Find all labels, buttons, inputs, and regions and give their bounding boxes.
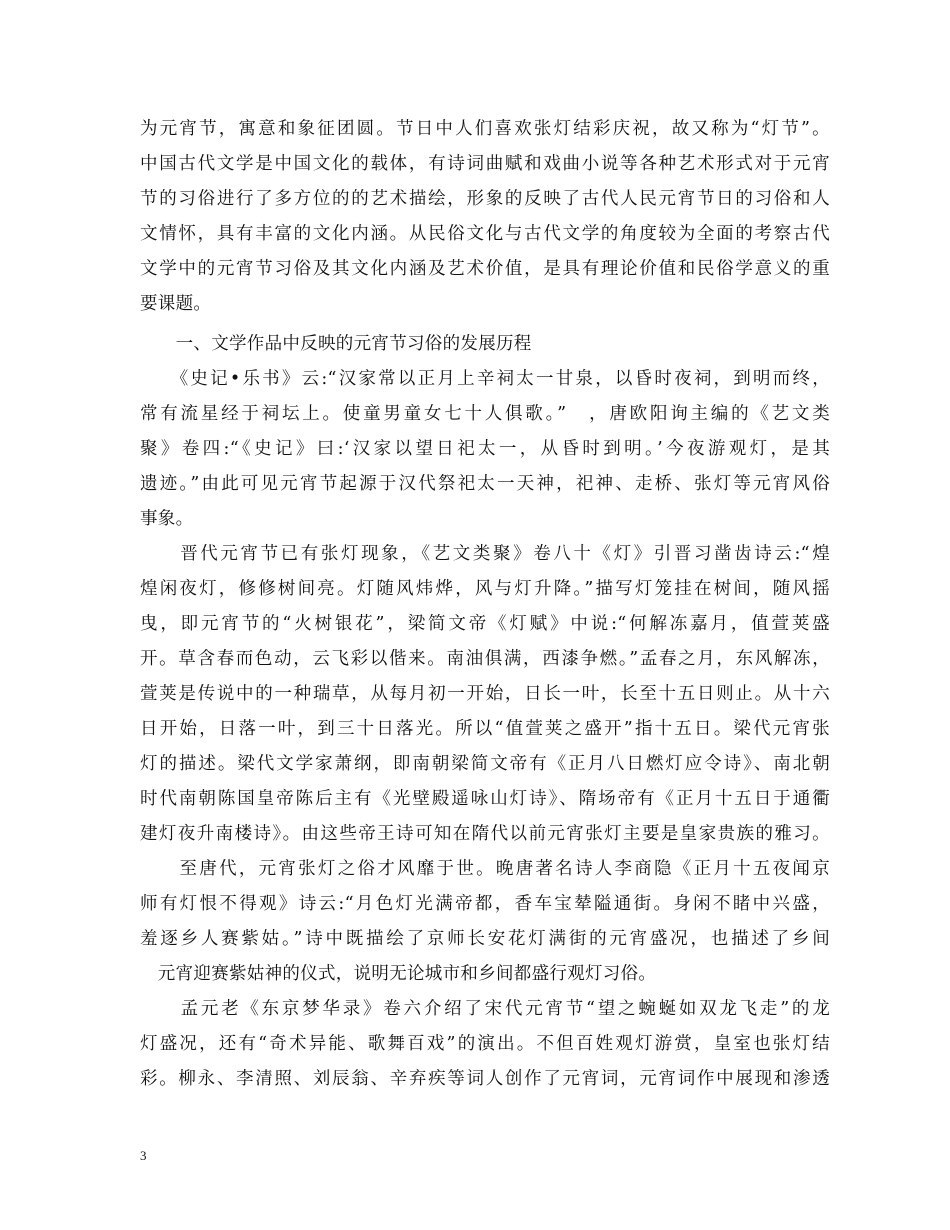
text-line: 日开始，日落一叶，到三十日落光。所以“值萱荚之盛开”指十五日。梁代元宵张 xyxy=(140,719,830,739)
text-line: 聚》卷四:“《史记》曰:‘汉家以望日祀太一，从昏时到明。’今夜游观灯，是其 xyxy=(140,439,830,459)
text-line: 事象。 xyxy=(140,509,194,529)
text-line: 灯盛况，还有“奇术异能、歌舞百戏”的演出。不但百姓观灯游赏，皇室也张灯结 xyxy=(140,1034,830,1054)
text-line: 元宵迎赛紫姑神的仪式，说明无论城市和乡间都盛行观灯习俗。 xyxy=(140,964,657,984)
text-line: 开。草含春而色动，云飞彩以偕来。南油俱满，西漆争燃。”孟春之月，东风解冻， xyxy=(140,649,830,669)
paragraph-shiji xyxy=(140,362,830,537)
text-line: 建灯夜升南楼诗》。由这些帝王诗可知在隋代以前元宵张灯主要是皇家贵族的雅习。 xyxy=(140,824,830,844)
text-line: 文情怀，具有丰富的文化内涵。从民俗文化与古代文学的角度较为全面的考察古代 xyxy=(140,224,830,244)
section-heading xyxy=(140,327,830,362)
text-line: 遗迹。”由此可见元宵节起源于汉代祭祀太一天神，祀神、走桥、张灯等元宵风俗 xyxy=(140,474,830,494)
text-line: 曳，即元宵节的“火树银花”，梁简文帝《灯赋》中说:“何解冻嘉月，值萱荚盛 xyxy=(140,614,830,634)
text-line: 时代南朝陈国皇帝陈后主有《光壁殿遥咏山灯诗》、隋场帝有《正月十五日于通衢 xyxy=(140,789,830,809)
paragraph-intro xyxy=(140,112,830,322)
text-line: 要课题。 xyxy=(140,294,212,314)
text-line: 羞逐乡人赛紫姑。”诗中既描绘了京师长安花灯满街的元宵盛况，也描述了乡间 xyxy=(140,929,830,949)
text-line: 常有流星经于祠坛上。使童男童女七十人俱歌。” ，唐欧阳询主编的《艺文类 xyxy=(140,404,830,424)
text-line: 《史记•乐书》云:“汉家常以正月上辛祠太一甘泉，以昏时夜祠，到明而终， xyxy=(140,369,830,389)
page-number: 3 xyxy=(140,1148,147,1163)
text-line: 节的习俗进行了多方位的的艺术描绘，形象的反映了古代人民元宵节日的习俗和人 xyxy=(140,189,830,209)
text-line: 晋代元宵节已有张灯现象，《艺文类聚》卷八十《灯》引晋习凿齿诗云:“煌 xyxy=(140,544,830,564)
text-line: 孟元老《东京梦华录》卷六介绍了宋代元宵节“望之蜿蜒如双龙飞走”的龙 xyxy=(140,999,830,1019)
paragraph-jin xyxy=(140,537,830,852)
text-line: 中国古代文学是中国文化的载体，有诗词曲赋和戏曲小说等各种艺术形式对于元宵 xyxy=(140,154,830,174)
paragraph-tang xyxy=(140,852,830,992)
text-line: 至唐代，元宵张灯之俗才风靡于世。晚唐著名诗人李商隐《正月十五夜闻京 xyxy=(140,859,830,879)
text-line: 师有灯恨不得观》诗云:“月色灯光满帝都，香车宝辇隘通街。身闲不睹中兴盛， xyxy=(140,894,830,914)
text-line: 彩。柳永、李清照、刘辰翁、辛弃疾等词人创作了元宵词，元宵词作中展现和渗透 xyxy=(140,1069,830,1089)
text-line: 灯的描述。梁代文学家萧纲，即南朝梁简文帝有《正月八日燃灯应令诗》、南北朝 xyxy=(140,754,830,774)
text-line: 煌闲夜灯，修修树间亮。灯随风炜烨，风与灯升降。”描写灯笼挂在树间，随风摇 xyxy=(140,579,830,599)
heading-line: 一、文学作品中反映的元宵节习俗的发展历程 xyxy=(140,334,532,354)
text-line: 萱荚是传说中的一种瑞草，从每月初一开始，日长一叶，长至十五日则止。从十六 xyxy=(140,684,830,704)
text-line: 文学中的元宵节习俗及其文化内涵及艺术价值，是具有理论价值和民俗学意义的重 xyxy=(140,259,830,279)
text-line: 为元宵节，寓意和象征团圆。节日中人们喜欢张灯结彩庆祝，故又称为“灯节”。 xyxy=(140,119,830,139)
paragraph-song xyxy=(140,992,830,1097)
